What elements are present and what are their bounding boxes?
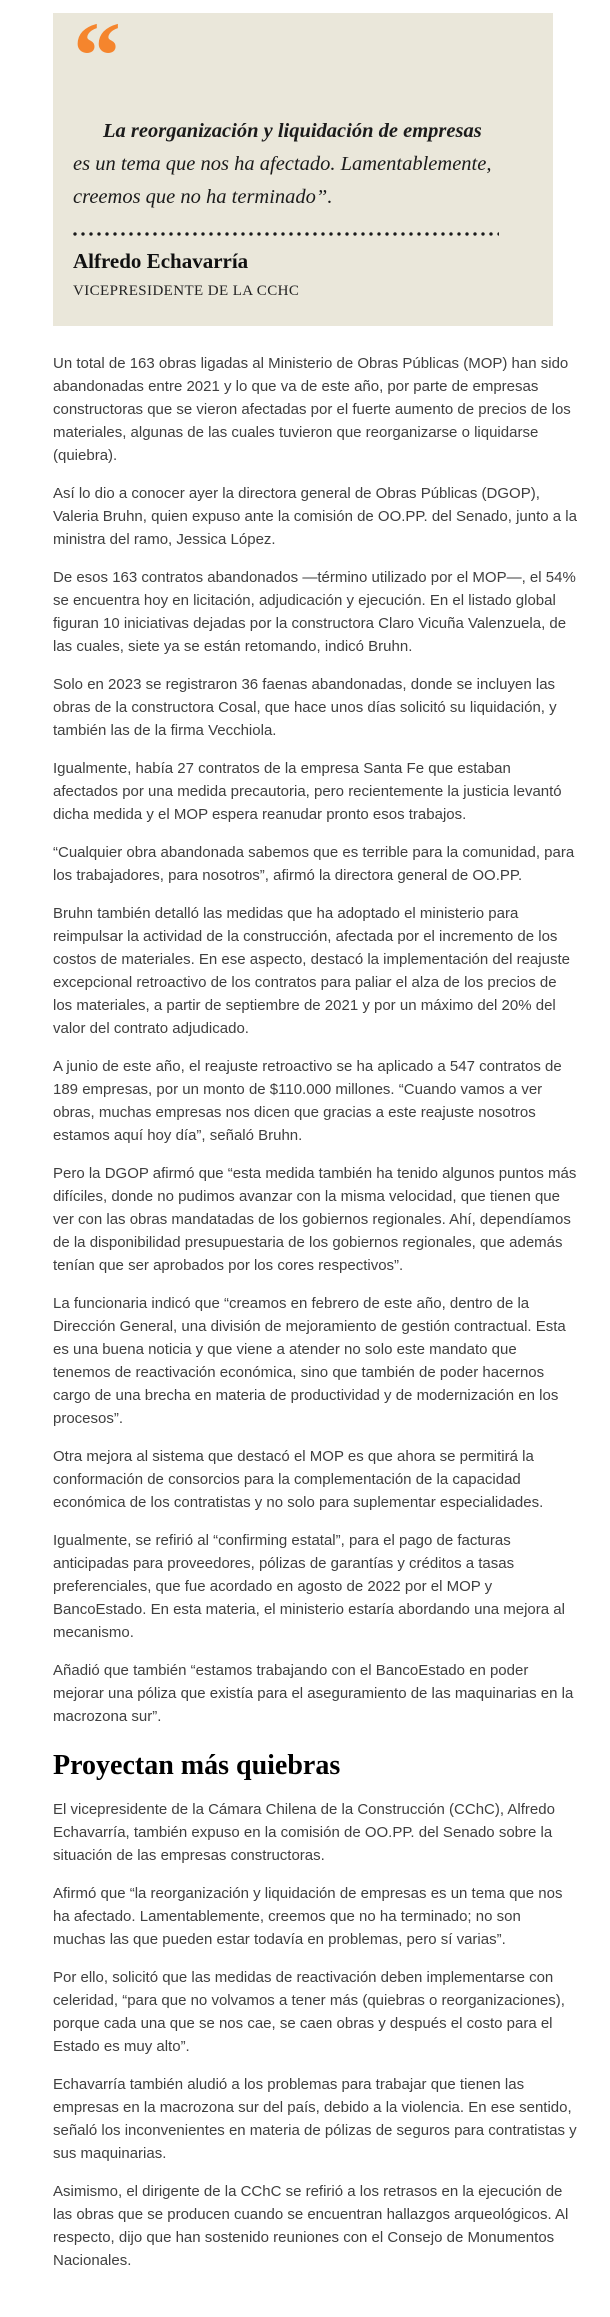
article-paragraph: Un total de 163 obras ligadas al Ministerio de Obras Públicas (MOP) han sido abandonadas entre 2021 y lo que va de este año, por parte de empresas constructoras que se vieron afectadas por el fuerte aumento de precios de los materiales, algunas de las cuales tuvieron que reorganizarse o liquidarse (quiebra). (53, 355, 571, 464)
article-paragraph: Así lo dio a conocer ayer la directora general de Obras Públicas (DGOP), Valeria Bruhn, quien expuso ante la comisión de OO.PP. del Senado, junto a la ministra del ramo, Jessica López. (53, 485, 577, 548)
article-paragraph: Otra mejora al sistema que destacó el MOP es que ahora se permitirá la conformación de consorcios para la complementación de la capacidad económica de los contratistas y no solo para suplementar especialidades. (53, 1448, 544, 1511)
article-paragraph: “Cualquier obra abandonada sabemos que es terrible para la comunidad, para los trabajadores, para nosotros”, afirmó la directora general de OO.PP. (53, 844, 575, 884)
article-paragraph: Añadió que también “estamos trabajando con el BancoEstado en poder mejorar una póliza que existía para el aseguramiento de las maquinarias en la macrozona sur”. (53, 1662, 574, 1725)
quote-author-role: VICEPRESIDENTE DE LA CCHC (73, 283, 300, 299)
article-paragraph: Solo en 2023 se registraron 36 faenas abandonadas, donde se incluyen las obras de la constructora Cosal, que hace unos días solicitó su liquidación, y también las de la firma Vecchiola. (53, 676, 557, 739)
opening-quote-icon: “ (73, 19, 117, 91)
article-paragraph: Igualmente, se refirió al “confirming estatal”, para el pago de facturas anticipadas para proveedores, pólizas de garantías y créditos a tasas preferenciales, que fue acordado en agosto de 2022 por el MOP y BancoEstado. En esta materia, el ministerio estaría abordando una mejora al mecanismo. (53, 1532, 565, 1641)
article-paragraph: Bruhn también detalló las medidas que ha adoptado el ministerio para reimpulsar la actividad de la construcción, afectada por el incremento de los costos de materiales. En ese aspecto, destacó la implementación del reajuste excepcional retroactivo de los contratos para paliar el alza de los precios de los materiales, a partir de septiembre de 2021 y por un máximo del 20% del valor del contrato adjudicado. (53, 905, 570, 1037)
article-paragraph: Asimismo, el dirigente de la CChC se refirió a los retrasos en la ejecución de las obras que se producen cuando se encuentran hallazgos arqueológicos. Al respecto, dijo que han sostenido reuniones con el Consejo de Monumentos Nacionales. (53, 2183, 569, 2269)
article-paragraph: A junio de este año, el reajuste retroactivo se ha aplicado a 547 contratos de 189 empresas, por un monto de $110.000 millones. “Cuando vamos a ver obras, muchas empresas nos dicen que gracias a este reajuste nosotros estamos aquí hoy día”, señaló Bruhn. (53, 1058, 562, 1144)
article-paragraph: Pero la DGOP afirmó que “esta medida también ha tenido algunos puntos más difíciles, donde no pudimos avanzar con la misma velocidad, que tienen que ver con las obras mandatadas de los gobiernos regionales. Ahí, dependíamos de la disponibilidad presupuestaria de los gobiernos regionales, que además tenían que ser aprobados por los cores respectivos”. (53, 1165, 577, 1274)
quote-author: Alfredo Echavarría (73, 249, 249, 273)
article-paragraph: De esos 163 contratos abandonados —término utilizado por el MOP—, el 54% se encuentra hoy en licitación, adjudicación y ejecución. En el listado global figuran 10 iniciativas dejadas por la constructora Claro Vicuña Valenzuela, de las cuales, siete ya se están retomando, indicó Bruhn. (53, 569, 576, 655)
article-subsection (53, 1798, 577, 2272)
article-paragraph: La funcionaria indicó que “creamos en febrero de este año, dentro de la Dirección General, una división de mejoramiento de gestión contractual. Esta es una buena noticia y que viene a atender no solo este mandato que tenemos de reactivación económica, sino que también de poder hacernos cargo de una brecha en materia de productividad y de modernización en los procesos”. (53, 1295, 566, 1427)
article-body (53, 346, 577, 2272)
pull-quote-card (53, 13, 553, 326)
article-paragraph: El vicepresidente de la Cámara Chilena de la Construcción (CChC), Alfredo Echavarría, también expuso en la comisión de OO.PP. del Senado sobre la situación de las empresas constructoras. (53, 1801, 555, 1864)
quote-bold-lead: La reorganización y liquidación de empresas (103, 120, 482, 142)
quote-text (73, 115, 499, 214)
article-paragraph: Por ello, solicitó que las medidas de reactivación deben implementarse con celeridad, “para que no volvamos a tener más (quiebras o reorganizaciones), porque cada una que se nos cae, se caen obras y después el costo para el Estado es muy alto”. (53, 1969, 565, 2055)
article-paragraph: Igualmente, había 27 contratos de la empresa Santa Fe que estaban afectados por una medida precautoria, pero recientemente la justicia levantó dicha medida y el MOP espera reanudar pronto esos trabajos. (53, 760, 562, 823)
section-heading: Proyectan más quiebras (53, 1750, 341, 1781)
quote-rest: es un tema que nos ha afectado. Lamentablemente, creemos que no ha terminado”. (73, 153, 492, 208)
article-paragraph: Echavarría también aludió a los problemas para trabajar que tienen las empresas en la macrozona sur del país, debido a la violencia. En ese sentido, señaló los inconvenientes en materia de pólizas de seguros para contratistas y sus maquinarias. (53, 2076, 577, 2162)
article-intro-section (53, 352, 577, 1728)
article-paragraph: Afirmó que “la reorganización y liquidación de empresas es un tema que nos ha afectado. Lamentablemente, creemos que no ha terminado; no son muchas las que pueden estar todavía en problemas, pero sí varias”. (53, 1885, 563, 1948)
dotted-separator (73, 232, 499, 236)
